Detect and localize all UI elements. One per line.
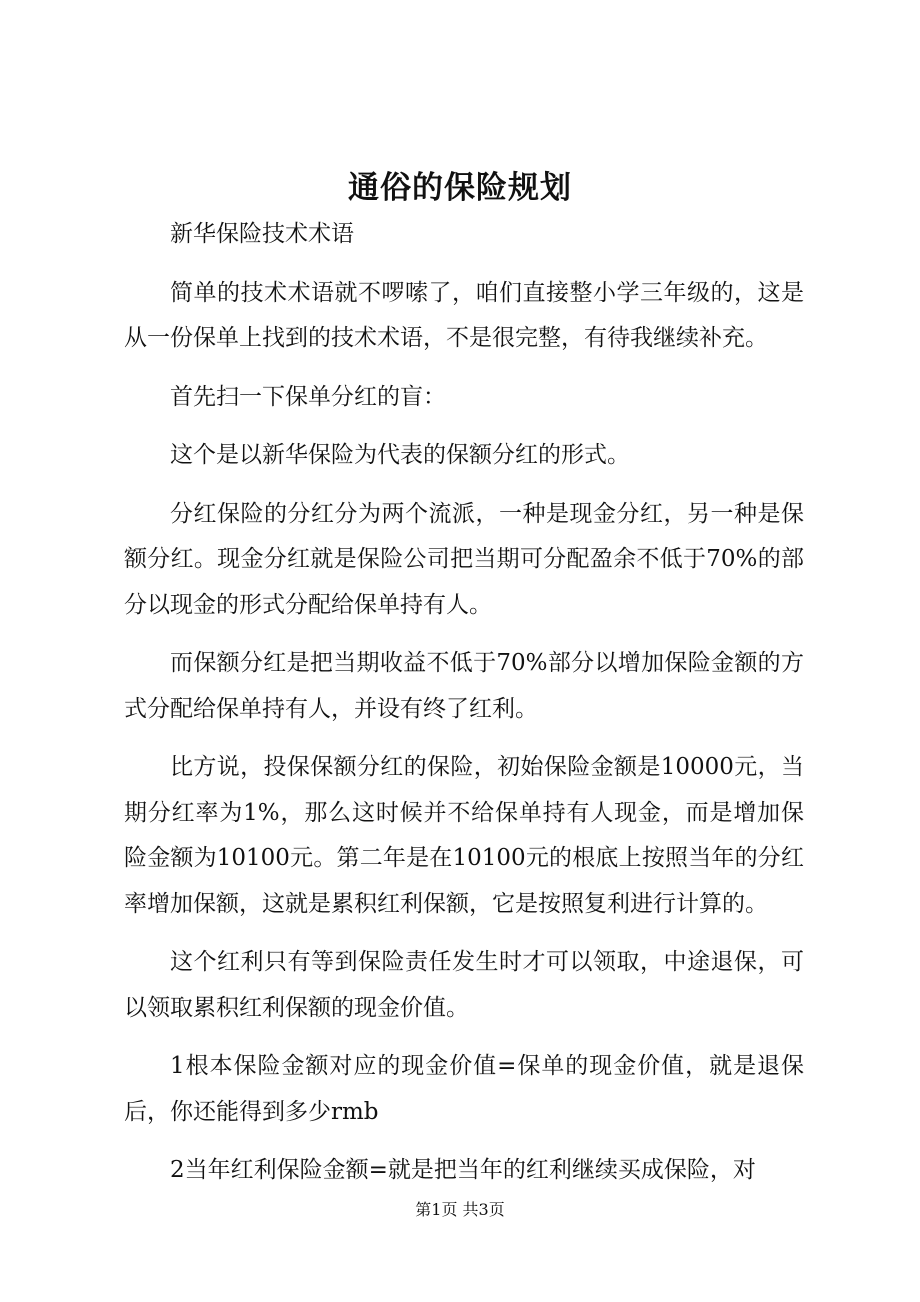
- paragraph: 比方说，投保保额分红的保险，初始保险金额是10000元，当期分红率为1%，那么这时候并不给保单持有人现金，而是增加保险金额为10100元。第二年是在10100元的根底上按照当年的分红率增加保额，这就是累积红利保额，它是按照复利进行计算的。: [124, 754, 804, 917]
- document-title: 通俗的保险规划: [348, 170, 572, 206]
- paragraph: 简单的技术术语就不啰嗦了，咱们直接整小学三年级的，这是从一份保单上找到的技术术语，不是很完整，有待我继续补充。: [124, 279, 804, 351]
- paragraph: 这个红利只有等到保险责任发生时才可以领取，中途退保，可以领取累积红利保额的现金价值。: [124, 949, 804, 1021]
- document-body: [124, 212, 804, 1207]
- paragraph: 而保额分红是把当期收益不低于70%部分以增加保险金额的方式分配给保单持有人，并设有终了红利。: [124, 650, 804, 722]
- paragraph: 分红保险的分红分为两个流派，一种是现金分红，另一种是保额分红。现金分红就是保险公司把当期可分配盈余不低于70%的部分以现金的形式分配给保单持有人。: [124, 500, 804, 618]
- paragraph: 1根本保险金额对应的现金价值=保单的现金价值，就是退保后，你还能得到多少rmb: [124, 1053, 804, 1125]
- paragraph: 这个是以新华保险为代表的保额分红的形式。: [170, 442, 630, 468]
- paragraph: 2当年红利保险金额=就是把当年的红利继续买成保险，对: [170, 1157, 756, 1183]
- paragraph: 新华保险技术术语: [170, 221, 354, 247]
- paragraph: 首先扫一下保单分红的盲：: [170, 383, 446, 410]
- page-footer: 第1页 共3页: [415, 1200, 505, 1219]
